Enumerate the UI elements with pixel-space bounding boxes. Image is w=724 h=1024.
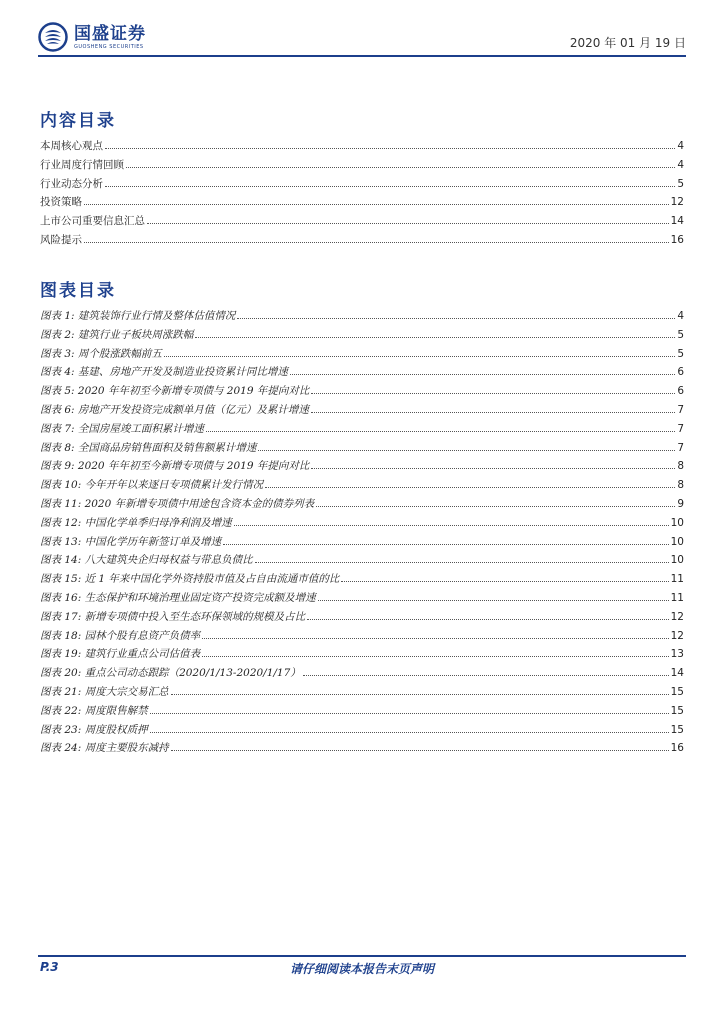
dot-leader <box>84 241 669 243</box>
contents-entry-page: 4 <box>677 140 684 152</box>
dot-leader <box>265 486 675 488</box>
figure-entry-label: 图表 3: 周个股涨跌幅前五 <box>40 347 162 360</box>
contents-list <box>40 138 684 251</box>
contents-entry[interactable] <box>40 213 684 232</box>
dot-leader <box>126 166 675 168</box>
figure-entry-label: 图表 4: 基建、房地产开发及制造业投资累计同比增速 <box>40 366 288 379</box>
dot-leader <box>105 185 675 187</box>
figure-entry[interactable] <box>40 552 684 571</box>
figure-entry-label: 图表 9: 2020 年年初至今新增专项债与 2019 年提向对比 <box>40 460 310 473</box>
figure-entry[interactable] <box>40 383 684 402</box>
figure-entry-page: 8 <box>677 479 684 492</box>
report-date: 2020 年 01 月 19 日 <box>569 36 686 50</box>
figures-title: 图表目录 <box>40 281 116 301</box>
figure-entry-label: 图表 6: 房地产开发投资完成额单月值（亿元）及累计增速 <box>40 403 309 416</box>
figure-entry-label: 图表 7: 全国房屋竣工面积累计增速 <box>40 422 204 435</box>
contents-entry-page: 5 <box>677 177 684 190</box>
figure-entry[interactable] <box>40 364 684 383</box>
page-header <box>38 20 686 56</box>
figure-entry-label: 图表 15: 近 1 年来中国化学外资持股市值及占自由流通市值的比 <box>40 573 340 586</box>
contents-entry[interactable] <box>40 176 684 195</box>
header-divider <box>38 55 686 57</box>
figure-entry-label: 图表 10: 今年开年以来逐日专项债累计发行情况 <box>40 479 264 492</box>
dot-leader <box>84 203 669 205</box>
dot-leader <box>206 430 675 432</box>
figure-entry-page: 5 <box>677 328 684 341</box>
contents-entry[interactable] <box>40 194 684 213</box>
figure-entry-label: 图表 13: 中国化学历年新签订单及增速 <box>40 535 222 548</box>
brand-name-en: GUOSHENG SECURITIES <box>74 43 144 50</box>
figure-entry-label: 图表 19: 建筑行业重点公司估值表 <box>40 648 201 661</box>
contents-entry-label: 本周核心观点 <box>40 140 103 152</box>
dot-leader <box>316 505 675 507</box>
dot-leader <box>150 731 669 733</box>
brand-logo <box>38 22 146 52</box>
figure-entry[interactable] <box>40 665 684 684</box>
dot-leader <box>311 392 675 394</box>
dot-leader <box>311 411 675 413</box>
figure-entry-page: 15 <box>670 723 684 736</box>
figure-entry-page: 8 <box>677 460 684 473</box>
figure-entry-label: 图表 24: 周度主要股东减持 <box>40 742 169 755</box>
figure-entry[interactable] <box>40 477 684 496</box>
figure-entry-page: 10 <box>670 516 684 529</box>
figure-entry[interactable] <box>40 421 684 440</box>
figure-entry-page: 5 <box>677 347 684 360</box>
dot-leader <box>223 543 669 545</box>
dot-leader <box>171 693 669 695</box>
figure-entry-page: 10 <box>670 554 684 567</box>
figure-entry-label: 图表 14: 八大建筑央企归母权益与带息负债比 <box>40 554 253 567</box>
dot-leader <box>303 674 669 676</box>
figure-entry-page: 12 <box>670 629 684 642</box>
figure-entry[interactable] <box>40 440 684 459</box>
figure-entry-label: 图表 17: 新增专项债中投入至生态环保领域的规模及占比 <box>40 610 306 623</box>
figure-entry-page: 4 <box>677 310 684 322</box>
figure-entry[interactable] <box>40 458 684 477</box>
dot-leader <box>255 561 669 563</box>
figure-entry-page: 13 <box>670 648 684 661</box>
dot-leader <box>202 637 669 639</box>
dot-leader <box>307 618 669 620</box>
contents-entry-label: 上市公司重要信息汇总 <box>40 215 145 228</box>
contents-entry-page: 14 <box>670 215 684 228</box>
figure-entry[interactable] <box>40 703 684 722</box>
contents-entry-page: 16 <box>670 233 684 246</box>
footer-divider <box>38 955 686 957</box>
figure-entry[interactable] <box>40 571 684 590</box>
figure-entry[interactable] <box>40 534 684 553</box>
figure-entry[interactable] <box>40 609 684 628</box>
figure-entry-page: 16 <box>670 742 684 755</box>
page-number: P.3 <box>40 960 59 974</box>
figure-entry-page: 9 <box>677 497 684 510</box>
figure-entry-label: 图表 18: 园林个股有息资产负债率 <box>40 629 201 642</box>
figure-entry-label: 图表 8: 全国商品房销售面积及销售额累计增速 <box>40 441 257 454</box>
figure-entry[interactable] <box>40 402 684 421</box>
figure-entry[interactable] <box>40 628 684 647</box>
figure-entry-page: 7 <box>677 403 684 416</box>
dot-leader <box>202 655 669 657</box>
contents-entry-label: 投资策略 <box>40 196 82 209</box>
guosheng-logo-icon <box>38 22 68 52</box>
figure-entry-page: 15 <box>670 704 684 717</box>
figure-entry-label: 图表 12: 中国化学单季归母净利润及增速 <box>40 516 232 529</box>
figure-entry-label: 图表 21: 周度大宗交易汇总 <box>40 685 169 698</box>
dot-leader <box>150 712 669 714</box>
figure-entry-page: 11 <box>670 573 684 586</box>
figure-entry[interactable] <box>40 346 684 365</box>
dot-leader <box>171 749 669 751</box>
figure-entry-label: 图表 22: 周度限售解禁 <box>40 704 148 717</box>
figure-entry-label: 图表 5: 2020 年年初至今新增专项债与 2019 年提向对比 <box>40 385 310 398</box>
disclaimer-note: 请仔细阅读本报告末页声明 <box>289 962 434 976</box>
figure-entry-label: 图表 11: 2020 年新增专项债中用途包含资本金的债券列表 <box>40 497 315 510</box>
dot-leader <box>341 580 668 582</box>
dot-leader <box>237 317 675 319</box>
figure-entry[interactable] <box>40 308 684 327</box>
figure-entry[interactable] <box>40 722 684 741</box>
figure-entry[interactable] <box>40 327 684 346</box>
figure-entry[interactable] <box>40 646 684 665</box>
figure-entry-page: 12 <box>670 610 684 623</box>
dot-leader <box>290 373 675 375</box>
figure-entry-label: 图表 23: 周度股权质押 <box>40 723 148 736</box>
dot-leader <box>105 147 675 149</box>
figure-entry-page: 6 <box>677 385 684 398</box>
figure-entry-page: 7 <box>677 441 684 454</box>
contents-entry[interactable] <box>40 232 684 251</box>
dot-leader <box>164 355 675 357</box>
figure-entry-label: 图表 2: 建筑行业子板块周涨跌幅 <box>40 328 194 341</box>
figure-entry[interactable] <box>40 740 684 759</box>
figure-entry[interactable] <box>40 496 684 515</box>
dot-leader <box>234 524 669 526</box>
contents-entry-label: 行业周度行情回顾 <box>40 158 124 171</box>
figure-entry-page: 11 <box>670 591 684 604</box>
brand-name: 国盛证券 <box>74 23 146 44</box>
figure-entry-page: 15 <box>670 685 684 698</box>
figures-list <box>40 308 684 759</box>
contents-entry[interactable] <box>40 157 684 176</box>
dot-leader <box>311 467 675 469</box>
figure-entry-label: 图表 16: 生态保护和环境治理业固定资产投资完成额及增速 <box>40 591 316 604</box>
figure-entry-label: 图表 1: 建筑装饰行业行情及整体估值情况 <box>40 310 236 322</box>
contents-entry-label: 风险提示 <box>40 233 82 246</box>
figure-entry-page: 7 <box>677 422 684 435</box>
dot-leader <box>258 449 675 451</box>
contents-title: 内容目录 <box>40 111 116 131</box>
figure-entry-page: 6 <box>677 366 684 379</box>
dot-leader <box>147 222 669 224</box>
figure-entry-label: 图表 20: 重点公司动态跟踪（2020/1/13-2020/1/17） <box>40 667 301 680</box>
figure-entry[interactable] <box>40 590 684 609</box>
contents-entry-page: 12 <box>670 196 684 209</box>
figure-entry[interactable] <box>40 684 684 703</box>
contents-entry-page: 4 <box>677 158 684 171</box>
figure-entry-page: 10 <box>670 535 684 548</box>
contents-entry-label: 行业动态分析 <box>40 177 103 190</box>
figure-entry-page: 14 <box>670 667 684 680</box>
contents-entry[interactable] <box>40 138 684 157</box>
dot-leader <box>318 599 669 601</box>
dot-leader <box>195 336 675 338</box>
figure-entry[interactable] <box>40 515 684 534</box>
